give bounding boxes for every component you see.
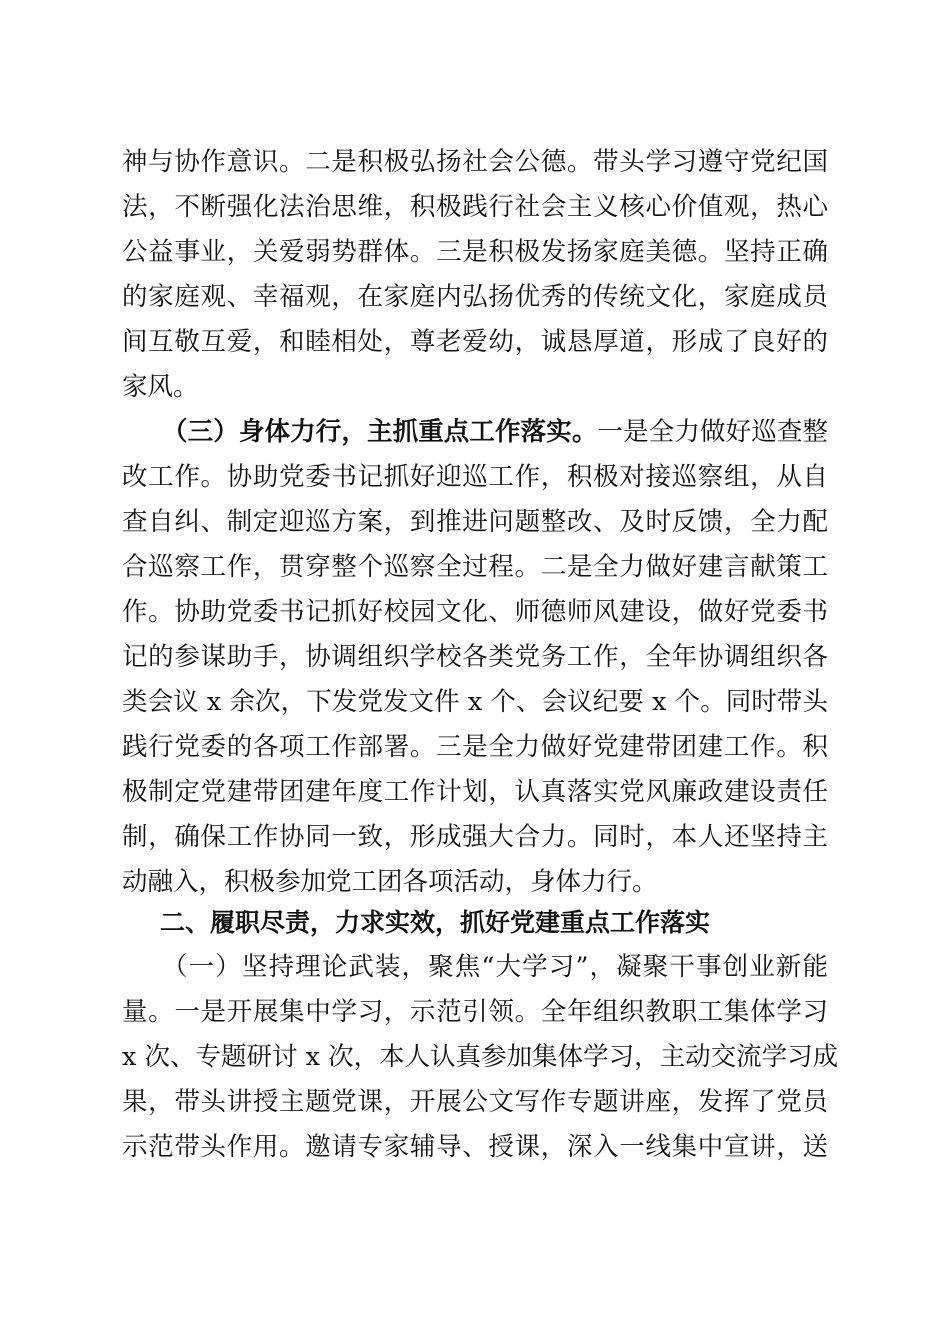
paragraph-moral-cultivation [122, 140, 828, 410]
paragraph-text: 一是全力做好巡查整 [597, 417, 828, 447]
paragraph-line: 间互敬互爱，和睦相处，尊老爱幼，诚恳厚道，形成了良好的 [122, 327, 828, 357]
paragraph-line: 果，带头讲授主题党课，开展公文写作专题讲座，发挥了党员 [122, 1087, 828, 1117]
paragraph-line: 制，确保工作协同一致，形成强大合力。同时，本人还坚持主 [122, 822, 828, 852]
subsection-title: （三）身体力行，主抓重点工作落实。 [162, 417, 598, 447]
paragraph-line: 类会议 x 余次，下发党发文件 x 个、会议纪要 x 个。同时带头 [122, 687, 828, 717]
paragraph-line: 合巡察工作，贯穿整个巡察全过程。二是全力做好建言献策工 [122, 552, 828, 582]
paragraph-line: 作。协助党委书记抓好校园文化、师德师风建设，做好党委书 [122, 597, 828, 627]
paragraph-line: 动融入，积极参加党工团各项活动，身体力行。 [122, 867, 658, 897]
paragraph-line: x 次、专题研讨 x 次，本人认真参加集体学习，主动交流学习成 [122, 1042, 839, 1072]
section-heading: 二、履职尽责，力求实效，抓好党建重点工作落实 [160, 908, 711, 937]
paragraph-first-line [122, 410, 828, 455]
paragraph-line: 极制定党建带团建年度工作计划，认真落实党风廉政建设责任 [122, 777, 828, 807]
paragraph-line: 查自纠、制定迎巡方案，到推进问题整改、及时反馈，全力配 [122, 507, 828, 537]
subsection-title-end: 量。 [122, 997, 175, 1027]
paragraph-line: 公益事业，关爱弱势群体。三是积极发扬家庭美德。坚持正确 [122, 237, 828, 267]
paragraph-line: 记的参谋助手，协调组织学校各类党务工作，全年协调组织各 [122, 642, 828, 672]
paragraph-text: 一是开展集中学习，示范引领。全年组织教职工集体学习 [174, 997, 828, 1027]
paragraph-first-line [122, 990, 828, 1035]
paragraph-theory-study [122, 945, 839, 1170]
paragraph-line: 家风。 [122, 372, 199, 402]
paragraph-key-work [122, 410, 828, 905]
subsection-title: （一）坚持理论武装，聚焦“大学习”，凝聚干事创业新能 [162, 952, 828, 982]
paragraph-line: 践行党委的各项工作部署。三是全力做好党建带团建工作。积 [122, 732, 828, 762]
paragraph-line: 法，不断强化法治思维，积极践行社会主义核心价值观，热心 [122, 192, 828, 222]
paragraph-line: 的家庭观、幸福观，在家庭内弘扬优秀的传统文化，家庭成员 [122, 282, 828, 312]
paragraph-line: 改工作。协助党委书记抓好迎巡工作，积极对接巡察组，从自 [122, 462, 828, 492]
paragraph-line: 神与协作意识。二是积极弘扬社会公德。带头学习遵守党纪国 [122, 147, 828, 177]
paragraph-line: 示范带头作用。邀请专家辅导、授课，深入一线集中宣讲，送 [122, 1132, 828, 1162]
